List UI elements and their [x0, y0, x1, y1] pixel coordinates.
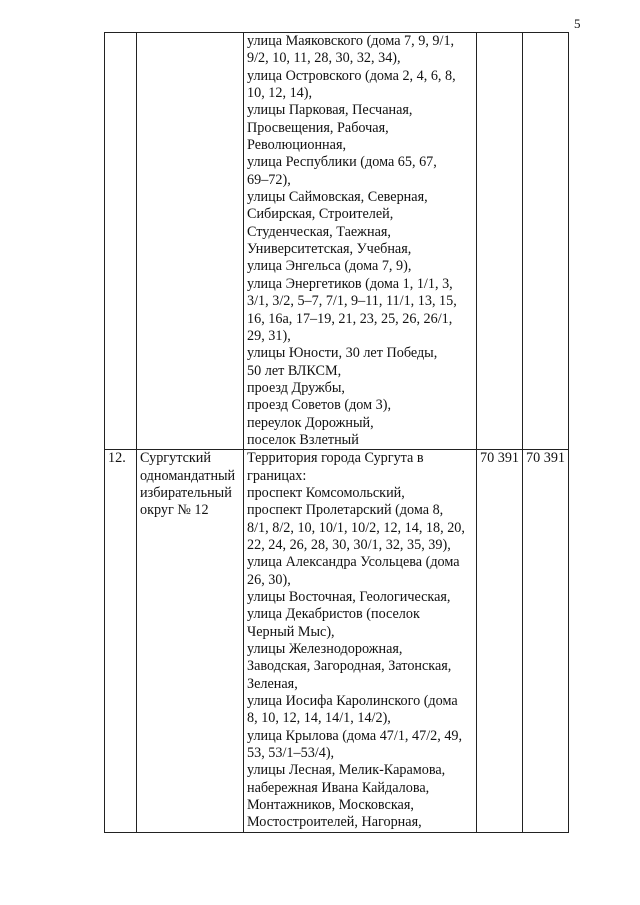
voters-norm-cell: 70 391: [523, 450, 569, 833]
territory-line: границах:: [247, 467, 307, 484]
district-name-line: одномандатный: [140, 467, 236, 484]
territory-line: улица Энергетиков (дома 1, 1/1, 3,: [247, 275, 453, 292]
district-name-line: Сургутский: [140, 450, 211, 467]
territory-line: проезд Дружбы,: [247, 379, 345, 396]
territory-line: 29, 31),: [247, 327, 291, 344]
voters-count-cell: [477, 33, 523, 450]
territory-line: Университетская, Учебная,: [247, 241, 412, 258]
table-row-continuation: [105, 33, 569, 450]
territory-line: Черный Мыс),: [247, 623, 335, 640]
district-name-line: округ № 12: [140, 502, 209, 519]
territory-line: Территория города Сургута в: [247, 450, 424, 467]
territory-line: улицы Парковая, Песчаная,: [247, 102, 413, 119]
territory-line: Зеленая,: [247, 675, 298, 692]
voters-count-cell: 70 391: [477, 450, 523, 833]
territory-cell: [244, 33, 477, 450]
district-name-cell: [137, 33, 244, 450]
territory-line: улицы Железнодорожная,: [247, 641, 403, 658]
territory-line: улицы Юности, 30 лет Победы,: [247, 345, 438, 362]
districts-table: [104, 32, 569, 833]
district-name-cell: [137, 450, 244, 833]
territory-line: улица Республики (дома 65, 67,: [247, 154, 437, 171]
territory-line: 22, 24, 26, 28, 30, 30/1, 32, 35, 39),: [247, 536, 451, 553]
territory-line: набережная Ивана Кайдалова,: [247, 779, 430, 796]
territory-line: улица Маяковского (дома 7, 9, 9/1,: [247, 33, 455, 49]
territory-line: Студенческая, Таежная,: [247, 223, 391, 240]
territory-line: Монтажников, Московская,: [247, 797, 414, 814]
territory-line: Революционная,: [247, 137, 347, 154]
district-name-line: избирательный: [140, 484, 232, 501]
territory-line: улицы Лесная, Мелик-Карамова,: [247, 762, 446, 779]
territory-line: 9/2, 10, 11, 28, 30, 32, 34),: [247, 50, 401, 67]
territory-line: 8/1, 8/2, 10, 10/1, 10/2, 12, 14, 18, 20,: [247, 519, 465, 536]
district-number-cell: [105, 33, 137, 450]
page-number: 5: [574, 16, 581, 31]
territory-line: 3/1, 3/2, 5–7, 7/1, 9–11, 11/1, 13, 15,: [247, 293, 457, 310]
voters-norm-cell: [523, 33, 569, 450]
territory-line: улицы Саймовская, Северная,: [247, 189, 428, 206]
table-row-district-12: [105, 450, 569, 833]
territory-line: улица Декабристов (поселок: [247, 606, 420, 623]
territory-line: проспект Пролетарский (дома 8,: [247, 502, 444, 519]
territory-line: улица Энгельса (дома 7, 9),: [247, 258, 412, 275]
territory-line: Просвещения, Рабочая,: [247, 119, 389, 136]
territory-line: улица Александра Усольцева (дома: [247, 554, 460, 571]
territory-line: 50 лет ВЛКСМ,: [247, 362, 342, 379]
territory-line: улица Островского (дома 2, 4, 6, 8,: [247, 67, 456, 84]
territory-line: 53, 53/1–53/4),: [247, 745, 335, 762]
territory-line: Сибирская, Строителей,: [247, 206, 394, 223]
territory-line: Мостостроителей, Нагорная,: [247, 814, 422, 831]
territory-line: проезд Советов (дом 3),: [247, 397, 392, 414]
territory-line: поселок Взлетный: [247, 431, 359, 448]
territory-line: Заводская, Загородная, Затонская,: [247, 658, 452, 675]
territory-line: 8, 10, 12, 14, 14/1, 14/2),: [247, 710, 391, 727]
territory-line: 10, 12, 14),: [247, 85, 313, 102]
territory-line: проспект Комсомольский,: [247, 484, 405, 501]
territory-cell: [244, 450, 477, 833]
territory-line: улица Крылова (дома 47/1, 47/2, 49,: [247, 727, 463, 744]
territory-line: переулок Дорожный,: [247, 414, 374, 431]
territory-line: 26, 30),: [247, 571, 291, 588]
territory-line: 69–72),: [247, 171, 291, 188]
district-number-cell: 12.: [105, 450, 137, 833]
territory-line: улица Иосифа Каролинского (дома: [247, 693, 458, 710]
territory-line: улицы Восточная, Геологическая,: [247, 589, 451, 605]
territory-line: 16, 16а, 17–19, 21, 23, 25, 26, 26/1,: [247, 310, 453, 327]
